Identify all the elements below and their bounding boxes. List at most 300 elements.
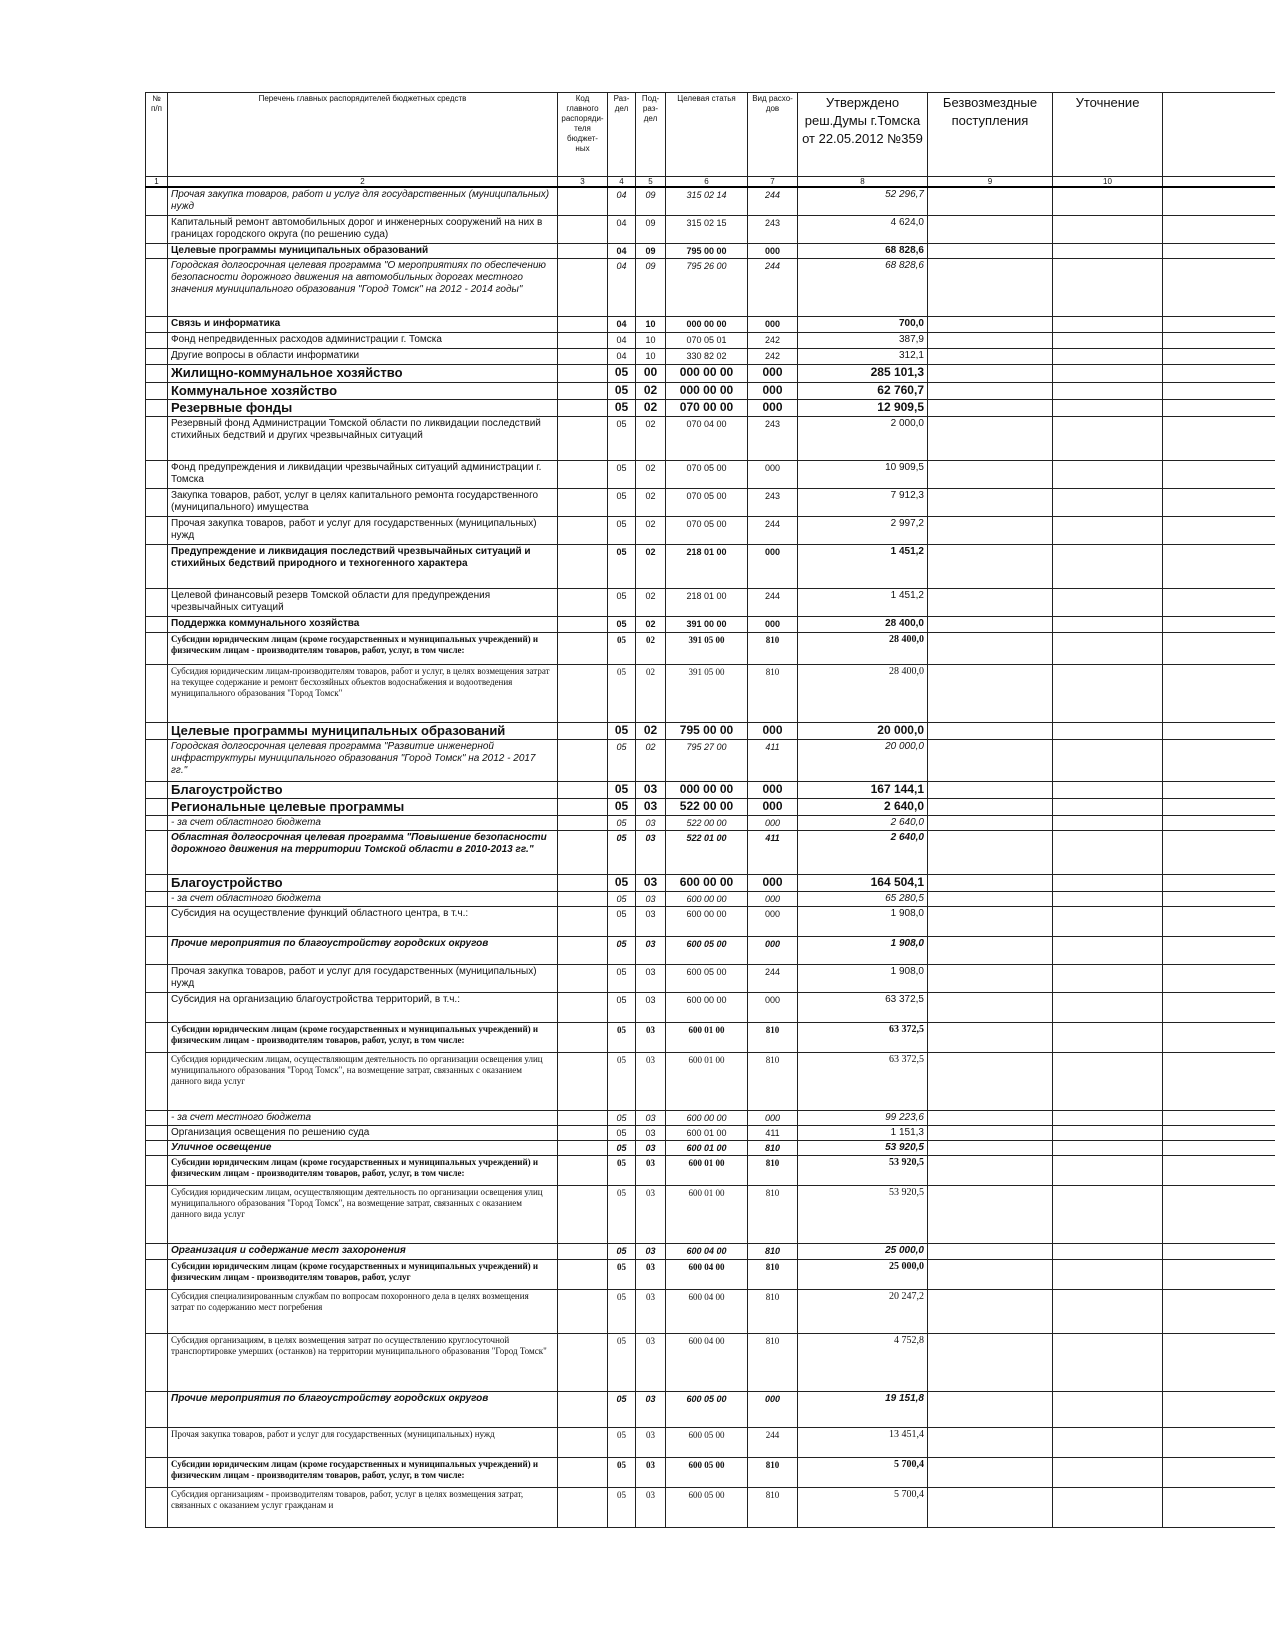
row-podrazdel: 03 bbox=[636, 1052, 666, 1110]
row-name: Целевые программы муниципальных образований bbox=[168, 243, 558, 258]
row-name: Субсидия организациям - производителям товаров, работ, услуг в целях возмещения затрат, связанных с оказанием услуг гражданам и bbox=[168, 1487, 558, 1527]
row-expense-type: 810 bbox=[748, 1457, 798, 1487]
row-razdel: 04 bbox=[608, 348, 636, 364]
row-razdel: 05 bbox=[608, 1487, 636, 1527]
row-target: 218 01 00 bbox=[666, 544, 748, 588]
row-expense-type: 810 bbox=[748, 632, 798, 664]
row-expense-type: 000 bbox=[748, 316, 798, 332]
row-name: Жилищно-коммунальное хозяйство bbox=[168, 364, 558, 382]
row-target: 315 02 14 bbox=[666, 187, 748, 215]
row-clarify bbox=[1053, 1140, 1163, 1155]
row-num-cell bbox=[146, 815, 168, 830]
row-free bbox=[928, 781, 1053, 798]
row-podrazdel: 02 bbox=[636, 416, 666, 460]
row-razdel: 05 bbox=[608, 891, 636, 906]
row-free bbox=[928, 664, 1053, 722]
row-podrazdel: 09 bbox=[636, 187, 666, 215]
row-expense-type: 000 bbox=[748, 364, 798, 382]
row-target: 795 00 00 bbox=[666, 722, 748, 739]
row-clarify bbox=[1053, 891, 1163, 906]
row-podrazdel: 03 bbox=[636, 798, 666, 815]
row-approved-amount: 63 372,5 bbox=[798, 1022, 928, 1052]
table-row bbox=[146, 1110, 1275, 1125]
row-free bbox=[928, 1022, 1053, 1052]
row-extra bbox=[1163, 588, 1275, 616]
row-podrazdel: 09 bbox=[636, 215, 666, 243]
row-target: 218 01 00 bbox=[666, 588, 748, 616]
row-kod bbox=[558, 258, 608, 316]
row-name: Субсидии юридическим лицам (кроме государственных и муниципальных учреждений) и физическим лицам - производителям товаров, работ, услуг, в том числе: bbox=[168, 632, 558, 664]
row-approved-amount: 700,0 bbox=[798, 316, 928, 332]
row-clarify bbox=[1053, 616, 1163, 632]
row-kod bbox=[558, 382, 608, 399]
row-expense-type: 000 bbox=[748, 1110, 798, 1125]
row-extra bbox=[1163, 399, 1275, 416]
row-extra bbox=[1163, 1243, 1275, 1259]
row-num-cell bbox=[146, 874, 168, 891]
row-free bbox=[928, 906, 1053, 936]
row-name: Благоустройство bbox=[168, 874, 558, 891]
table-row bbox=[146, 891, 1275, 906]
row-free bbox=[928, 332, 1053, 348]
row-free bbox=[928, 460, 1053, 488]
row-expense-type: 000 bbox=[748, 781, 798, 798]
row-num-cell bbox=[146, 1427, 168, 1457]
row-extra bbox=[1163, 1487, 1275, 1527]
col-number: 2 bbox=[168, 177, 558, 188]
row-target: 795 27 00 bbox=[666, 739, 748, 781]
table-row bbox=[146, 1052, 1275, 1110]
row-razdel: 04 bbox=[608, 258, 636, 316]
row-num-cell bbox=[146, 1052, 168, 1110]
row-extra bbox=[1163, 460, 1275, 488]
row-extra bbox=[1163, 187, 1275, 215]
row-expense-type: 243 bbox=[748, 416, 798, 460]
row-razdel: 04 bbox=[608, 332, 636, 348]
row-razdel: 05 bbox=[608, 588, 636, 616]
row-approved-amount: 7 912,3 bbox=[798, 488, 928, 516]
row-expense-type: 810 bbox=[748, 1185, 798, 1243]
row-razdel: 04 bbox=[608, 215, 636, 243]
row-podrazdel: 02 bbox=[636, 616, 666, 632]
row-num-cell bbox=[146, 1243, 168, 1259]
row-clarify bbox=[1053, 243, 1163, 258]
row-num-cell bbox=[146, 891, 168, 906]
row-approved-amount: 52 296,7 bbox=[798, 187, 928, 215]
row-target: 600 01 00 bbox=[666, 1052, 748, 1110]
row-target: 795 00 00 bbox=[666, 243, 748, 258]
row-razdel: 05 bbox=[608, 906, 636, 936]
row-razdel: 05 bbox=[608, 992, 636, 1022]
row-kod bbox=[558, 332, 608, 348]
row-name: Предупреждение и ликвидация последствий чрезвычайных ситуаций и стихийных бедствий природного и техногенного характера bbox=[168, 544, 558, 588]
row-podrazdel: 03 bbox=[636, 1259, 666, 1289]
row-podrazdel: 03 bbox=[636, 1125, 666, 1140]
row-kod bbox=[558, 1427, 608, 1457]
row-kod bbox=[558, 1022, 608, 1052]
row-expense-type: 411 bbox=[748, 739, 798, 781]
table-row bbox=[146, 1125, 1275, 1140]
row-expense-type: 242 bbox=[748, 348, 798, 364]
header-expense-type: Вид расхо-дов bbox=[748, 93, 798, 177]
row-razdel: 05 bbox=[608, 1140, 636, 1155]
row-free bbox=[928, 798, 1053, 815]
row-razdel: 05 bbox=[608, 1427, 636, 1457]
row-name: Субсидии юридическим лицам (кроме государственных и муниципальных учреждений) и физическим лицам - производителям товаров, работ, услуг, в том числе: bbox=[168, 1155, 558, 1185]
row-razdel: 05 bbox=[608, 382, 636, 399]
row-approved-amount: 65 280,5 bbox=[798, 891, 928, 906]
row-target: 600 04 00 bbox=[666, 1289, 748, 1333]
row-num-cell bbox=[146, 739, 168, 781]
row-expense-type: 244 bbox=[748, 187, 798, 215]
table-row bbox=[146, 1259, 1275, 1289]
row-extra bbox=[1163, 1427, 1275, 1457]
row-expense-type: 810 bbox=[748, 1259, 798, 1289]
row-num-cell bbox=[146, 1022, 168, 1052]
row-extra bbox=[1163, 798, 1275, 815]
row-num-cell bbox=[146, 516, 168, 544]
row-kod bbox=[558, 316, 608, 332]
row-extra bbox=[1163, 992, 1275, 1022]
row-extra bbox=[1163, 1125, 1275, 1140]
row-target: 600 05 00 bbox=[666, 964, 748, 992]
row-num-cell bbox=[146, 781, 168, 798]
table-row bbox=[146, 992, 1275, 1022]
table-row bbox=[146, 616, 1275, 632]
row-kod bbox=[558, 243, 608, 258]
table-row bbox=[146, 1457, 1275, 1487]
row-approved-amount: 25 000,0 bbox=[798, 1259, 928, 1289]
row-free bbox=[928, 348, 1053, 364]
row-razdel: 05 bbox=[608, 1333, 636, 1391]
row-approved-amount: 53 920,5 bbox=[798, 1140, 928, 1155]
row-extra bbox=[1163, 616, 1275, 632]
row-razdel: 05 bbox=[608, 399, 636, 416]
row-razdel: 05 bbox=[608, 664, 636, 722]
row-target: 600 05 00 bbox=[666, 936, 748, 964]
row-razdel: 05 bbox=[608, 1052, 636, 1110]
row-extra bbox=[1163, 364, 1275, 382]
row-expense-type: 244 bbox=[748, 1427, 798, 1457]
row-free bbox=[928, 399, 1053, 416]
row-kod bbox=[558, 664, 608, 722]
row-target: 070 00 00 bbox=[666, 399, 748, 416]
row-num-cell bbox=[146, 1289, 168, 1333]
row-extra bbox=[1163, 874, 1275, 891]
row-approved-amount: 28 400,0 bbox=[798, 664, 928, 722]
row-num-cell bbox=[146, 798, 168, 815]
row-approved-amount: 1 451,2 bbox=[798, 588, 928, 616]
row-extra bbox=[1163, 516, 1275, 544]
table-row bbox=[146, 382, 1275, 399]
row-razdel: 05 bbox=[608, 416, 636, 460]
row-razdel: 05 bbox=[608, 722, 636, 739]
row-target: 600 00 00 bbox=[666, 906, 748, 936]
row-expense-type: 244 bbox=[748, 258, 798, 316]
row-extra bbox=[1163, 416, 1275, 460]
row-clarify bbox=[1053, 739, 1163, 781]
row-free bbox=[928, 187, 1053, 215]
row-num-cell bbox=[146, 588, 168, 616]
row-expense-type: 000 bbox=[748, 936, 798, 964]
row-extra bbox=[1163, 781, 1275, 798]
row-expense-type: 000 bbox=[748, 382, 798, 399]
row-razdel: 05 bbox=[608, 739, 636, 781]
row-expense-type: 000 bbox=[748, 616, 798, 632]
row-free bbox=[928, 416, 1053, 460]
row-podrazdel: 03 bbox=[636, 781, 666, 798]
row-podrazdel: 02 bbox=[636, 488, 666, 516]
row-target: 600 01 00 bbox=[666, 1125, 748, 1140]
row-expense-type: 000 bbox=[748, 798, 798, 815]
col-number: 6 bbox=[666, 177, 748, 188]
row-clarify bbox=[1053, 382, 1163, 399]
row-num-cell bbox=[146, 187, 168, 215]
row-name: Фонд непредвиденных расходов администрации г. Томска bbox=[168, 332, 558, 348]
row-num-cell bbox=[146, 936, 168, 964]
row-name: Субсидия юридическим лицам, осуществляющим деятельность по организации освещения улиц муниципального образования "Город Томск", на возмещение затрат, связанных с оказанием данного вида услуг bbox=[168, 1052, 558, 1110]
row-approved-amount: 387,9 bbox=[798, 332, 928, 348]
row-kod bbox=[558, 992, 608, 1022]
row-expense-type: 243 bbox=[748, 488, 798, 516]
row-num-cell bbox=[146, 1185, 168, 1243]
col-number: 10 bbox=[1053, 177, 1163, 188]
header-razdel: Раз-дел bbox=[608, 93, 636, 177]
row-podrazdel: 03 bbox=[636, 1289, 666, 1333]
row-free bbox=[928, 1155, 1053, 1185]
row-free bbox=[928, 632, 1053, 664]
row-name: Региональные целевые программы bbox=[168, 798, 558, 815]
row-expense-type: 810 bbox=[748, 1052, 798, 1110]
row-razdel: 04 bbox=[608, 187, 636, 215]
row-kod bbox=[558, 364, 608, 382]
row-expense-type: 411 bbox=[748, 830, 798, 874]
row-clarify bbox=[1053, 815, 1163, 830]
row-podrazdel: 03 bbox=[636, 1243, 666, 1259]
table-row bbox=[146, 632, 1275, 664]
row-target: 391 05 00 bbox=[666, 664, 748, 722]
row-approved-amount: 5 700,4 bbox=[798, 1457, 928, 1487]
row-extra bbox=[1163, 1457, 1275, 1487]
row-num-cell bbox=[146, 258, 168, 316]
table-row bbox=[146, 964, 1275, 992]
row-name: Прочая закупка товаров, работ и услуг для государственных (муниципальных) нужд bbox=[168, 1427, 558, 1457]
row-razdel: 05 bbox=[608, 1289, 636, 1333]
row-extra bbox=[1163, 332, 1275, 348]
row-clarify bbox=[1053, 992, 1163, 1022]
row-name: Субсидии юридическим лицам (кроме государственных и муниципальных учреждений) и физическим лицам - производителям товаров, работ, услуг, в том числе: bbox=[168, 1022, 558, 1052]
col-number: 1 bbox=[146, 177, 168, 188]
row-clarify bbox=[1053, 1110, 1163, 1125]
row-expense-type: 000 bbox=[748, 460, 798, 488]
row-clarify bbox=[1053, 722, 1163, 739]
row-name: Организация и содержание мест захоронения bbox=[168, 1243, 558, 1259]
row-target: 000 00 00 bbox=[666, 781, 748, 798]
row-expense-type: 000 bbox=[748, 906, 798, 936]
row-target: 000 00 00 bbox=[666, 316, 748, 332]
row-num-cell bbox=[146, 348, 168, 364]
table-row bbox=[146, 936, 1275, 964]
row-free bbox=[928, 382, 1053, 399]
row-approved-amount: 1 908,0 bbox=[798, 936, 928, 964]
row-razdel: 05 bbox=[608, 964, 636, 992]
row-name: Резервный фонд Администрации Томской области по ликвидации последствий стихийных бедствий и других чрезвычайных ситуаций bbox=[168, 416, 558, 460]
row-target: 070 05 01 bbox=[666, 332, 748, 348]
row-extra bbox=[1163, 815, 1275, 830]
row-podrazdel: 03 bbox=[636, 1155, 666, 1185]
table-row bbox=[146, 1155, 1275, 1185]
row-approved-amount: 20 000,0 bbox=[798, 739, 928, 781]
row-free bbox=[928, 215, 1053, 243]
row-podrazdel: 03 bbox=[636, 1110, 666, 1125]
row-target: 600 00 00 bbox=[666, 874, 748, 891]
row-approved-amount: 28 400,0 bbox=[798, 632, 928, 664]
row-clarify bbox=[1053, 215, 1163, 243]
row-extra bbox=[1163, 316, 1275, 332]
row-kod bbox=[558, 1185, 608, 1243]
row-name: Субсидия на осуществление функций областного центра, в т.ч.: bbox=[168, 906, 558, 936]
row-podrazdel: 02 bbox=[636, 588, 666, 616]
row-razdel: 05 bbox=[608, 815, 636, 830]
row-kod bbox=[558, 1487, 608, 1527]
row-free bbox=[928, 488, 1053, 516]
row-podrazdel: 02 bbox=[636, 460, 666, 488]
row-expense-type: 244 bbox=[748, 964, 798, 992]
row-name: Субсидия юридическим лицам, осуществляющим деятельность по организации освещения улиц муниципального образования "Город Томск", на возмещение затрат, связанных с оказанием данного вида услуг bbox=[168, 1185, 558, 1243]
row-target: 600 05 00 bbox=[666, 1487, 748, 1527]
row-kod bbox=[558, 1333, 608, 1391]
row-approved-amount: 2 640,0 bbox=[798, 798, 928, 815]
row-razdel: 05 bbox=[608, 1155, 636, 1185]
row-target: 600 00 00 bbox=[666, 891, 748, 906]
row-expense-type: 810 bbox=[748, 1155, 798, 1185]
row-free bbox=[928, 1243, 1053, 1259]
budget-table bbox=[145, 92, 1275, 1528]
table-row bbox=[146, 1140, 1275, 1155]
table-row bbox=[146, 516, 1275, 544]
row-name: Субсидии юридическим лицам (кроме государственных и муниципальных учреждений) и физическим лицам - производителям товаров, работ, услуг, в том числе: bbox=[168, 1457, 558, 1487]
row-target: 522 01 00 bbox=[666, 830, 748, 874]
row-podrazdel: 02 bbox=[636, 516, 666, 544]
row-free bbox=[928, 243, 1053, 258]
row-extra bbox=[1163, 1022, 1275, 1052]
row-podrazdel: 03 bbox=[636, 1140, 666, 1155]
row-name: Капитальный ремонт автомобильных дорог и инженерных сооружений на них в границах городского округа (по решению суда) bbox=[168, 215, 558, 243]
table-row bbox=[146, 348, 1275, 364]
row-approved-amount: 2 640,0 bbox=[798, 815, 928, 830]
row-free bbox=[928, 1391, 1053, 1427]
row-expense-type: 000 bbox=[748, 891, 798, 906]
row-clarify bbox=[1053, 364, 1163, 382]
row-podrazdel: 03 bbox=[636, 891, 666, 906]
row-expense-type: 000 bbox=[748, 544, 798, 588]
row-num-cell bbox=[146, 1140, 168, 1155]
row-razdel: 04 bbox=[608, 243, 636, 258]
header-podrazdel: Под-раз-дел bbox=[636, 93, 666, 177]
row-extra bbox=[1163, 348, 1275, 364]
row-name: Прочая закупка товаров, работ и услуг для государственных (муниципальных) нужд bbox=[168, 516, 558, 544]
row-podrazdel: 10 bbox=[636, 332, 666, 348]
row-podrazdel: 03 bbox=[636, 906, 666, 936]
row-podrazdel: 09 bbox=[636, 258, 666, 316]
row-target: 600 04 00 bbox=[666, 1243, 748, 1259]
row-razdel: 05 bbox=[608, 364, 636, 382]
row-extra bbox=[1163, 243, 1275, 258]
row-target: 600 00 00 bbox=[666, 992, 748, 1022]
row-razdel: 05 bbox=[608, 874, 636, 891]
row-target: 522 00 00 bbox=[666, 798, 748, 815]
row-approved-amount: 63 372,5 bbox=[798, 1052, 928, 1110]
row-podrazdel: 10 bbox=[636, 316, 666, 332]
row-razdel: 05 bbox=[608, 1391, 636, 1427]
row-target: 600 01 00 bbox=[666, 1185, 748, 1243]
row-podrazdel: 03 bbox=[636, 874, 666, 891]
row-free bbox=[928, 1125, 1053, 1140]
row-clarify bbox=[1053, 874, 1163, 891]
row-free bbox=[928, 616, 1053, 632]
row-razdel: 05 bbox=[608, 632, 636, 664]
row-num-cell bbox=[146, 382, 168, 399]
row-razdel: 05 bbox=[608, 1243, 636, 1259]
row-name: Субсидия на организацию благоустройства территорий, в т.ч.: bbox=[168, 992, 558, 1022]
row-free bbox=[928, 830, 1053, 874]
row-podrazdel: 03 bbox=[636, 992, 666, 1022]
row-podrazdel: 03 bbox=[636, 1333, 666, 1391]
row-clarify bbox=[1053, 187, 1163, 215]
row-target: 391 00 00 bbox=[666, 616, 748, 632]
row-approved-amount: 5 700,4 bbox=[798, 1487, 928, 1527]
table-row bbox=[146, 243, 1275, 258]
row-kod bbox=[558, 815, 608, 830]
row-clarify bbox=[1053, 664, 1163, 722]
row-num-cell bbox=[146, 1125, 168, 1140]
row-approved-amount: 1 908,0 bbox=[798, 906, 928, 936]
row-approved-amount: 20 000,0 bbox=[798, 722, 928, 739]
row-approved-amount: 99 223,6 bbox=[798, 1110, 928, 1125]
row-free bbox=[928, 815, 1053, 830]
row-razdel: 04 bbox=[608, 316, 636, 332]
row-kod bbox=[558, 1391, 608, 1427]
row-approved-amount: 312,1 bbox=[798, 348, 928, 364]
row-target: 600 05 00 bbox=[666, 1427, 748, 1457]
row-razdel: 05 bbox=[608, 516, 636, 544]
row-expense-type: 000 bbox=[748, 1391, 798, 1427]
row-name: - за счет областного бюджета bbox=[168, 891, 558, 906]
row-podrazdel: 03 bbox=[636, 1185, 666, 1243]
row-extra bbox=[1163, 1259, 1275, 1289]
row-free bbox=[928, 1333, 1053, 1391]
row-clarify bbox=[1053, 798, 1163, 815]
row-expense-type: 411 bbox=[748, 1125, 798, 1140]
table-row bbox=[146, 798, 1275, 815]
row-podrazdel: 03 bbox=[636, 936, 666, 964]
row-clarify bbox=[1053, 906, 1163, 936]
table-row bbox=[146, 544, 1275, 588]
row-approved-amount: 2 997,2 bbox=[798, 516, 928, 544]
table-row bbox=[146, 488, 1275, 516]
row-extra bbox=[1163, 891, 1275, 906]
row-target: 070 04 00 bbox=[666, 416, 748, 460]
row-clarify bbox=[1053, 416, 1163, 460]
table-row bbox=[146, 781, 1275, 798]
row-kod bbox=[558, 460, 608, 488]
row-free bbox=[928, 1487, 1053, 1527]
header-target: Целевая статья bbox=[666, 93, 748, 177]
table-row bbox=[146, 830, 1275, 874]
row-free bbox=[928, 588, 1053, 616]
row-kod bbox=[558, 781, 608, 798]
row-kod bbox=[558, 588, 608, 616]
